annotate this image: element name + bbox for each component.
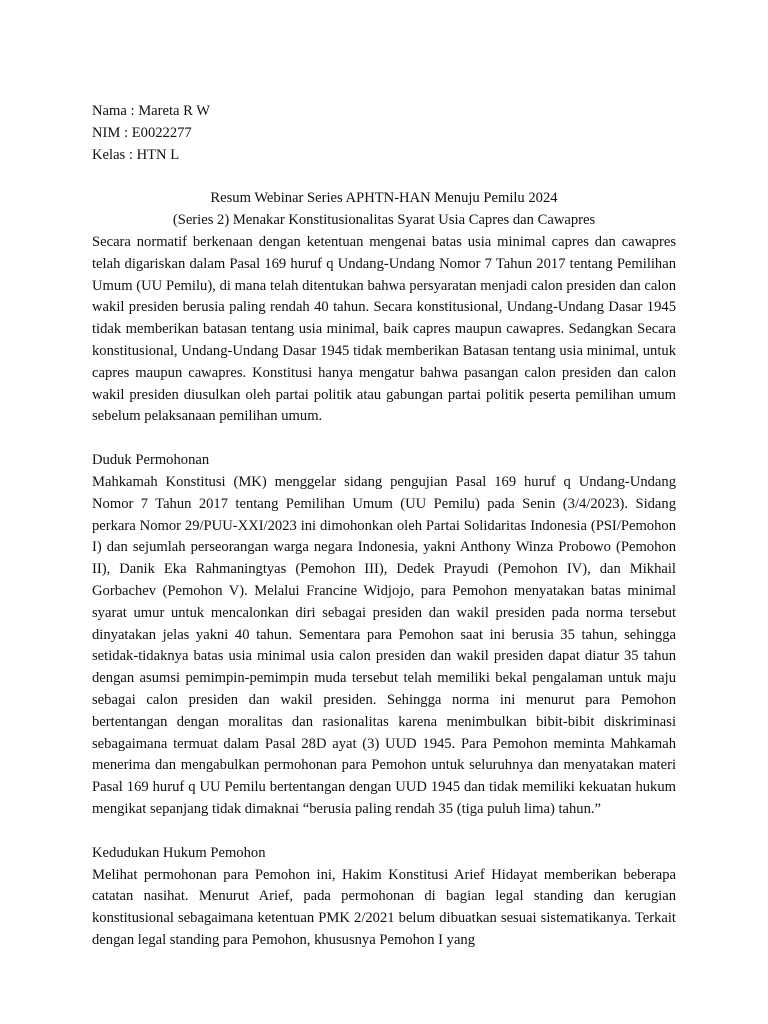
author-nim: NIM : E0022277 <box>92 124 192 141</box>
author-class: Kelas : HTN L <box>92 146 180 163</box>
author-info <box>92 101 676 166</box>
author-name: Nama : Mareta R W <box>92 103 211 119</box>
section-heading-duduk-permohonan: Duduk Permohonan <box>92 452 210 469</box>
section-body-duduk-permohonan: Mahkamah Konstitusi (MK) menggelar sidang pengujian Pasal 169 huruf q Undang-Undang Nomor 7 Tahun 2017 tentang Pemilihan Umum (UU Pemilu) pada Senin (3/4/2023). Sidang perkara Nomor 29/PUU-XXI/2023 ini dimohonkan oleh Partai Solidaritas Indonesia (PSI/Pemohon I) dan sejumlah perseorangan warga negara Indonesia, yakni Anthony Winza Probowo (Pemohon II), Danik Eka Rahmaningtyas (Pemohon III), Dedek Prayudi (Pemohon IV), dan Mikhail Gorbachev (Pemohon V). Melalui Francine Widjojo, para Pemohon menyatakan batas minimal syarat umur untuk mencalonkan diri sebagai presiden dan wakil presiden pada norma tersebut dinyatakan jelas yakni 40 tahun. Sementara para Pemohon saat ini berusia 35 tahun, sehingga setidak-tidaknya batas usia minimal usia calon presiden dan wakil presiden dapat diatur 35 tahun dengan asumsi pemimpin-pemimpin muda tersebut telah memiliki bekal pengalaman untuk maju sebagai calon presiden dan wakil presiden. Sehingga norma ini menurut para Pemohon bertentangan dengan moralitas dan rasionalitas karena menimbulkan bibit-bibit diskriminasi sebagaimana termuat dalam Pasal 28D ayat (3) UUD 1945. Para Pemohon meminta Mahkamah menerima dan mengabulkan permohonan para Pemohon untuk seluruhnya dan menyatakan materi Pasal 169 huruf q UU Pemilu bertentangan dengan UUD 1945 dan tidak memiliki kekuatan hukum mengikat sepanjang tidak dimaknai “berusia paling rendah 35 (tiga puluh lima) tahun.” <box>92 473 676 817</box>
section-body-kedudukan-hukum: Melihat permohonan para Pemohon ini, Hakim Konstitusi Arief Hidayat memberikan beberapa catatan nasihat. Menurut Arief, pada permohonan di bagian legal standing dan kerugian konstitusional sebagaimana ketentuan PMK 2/2021 belum dibuatkan sesuai sistematikanya. Terkait dengan legal standing para Pemohon, khususnya Pemohon I yang <box>92 866 676 948</box>
document-title <box>92 188 676 232</box>
title-line-2: (Series 2) Menakar Konstitusionalitas Syarat Usia Capres dan Cawapres <box>172 212 596 229</box>
title-line-1: Resum Webinar Series APHTN-HAN Menuju Pemilu 2024 <box>210 190 558 207</box>
intro-paragraph: Secara normatif berkenaan dengan ketentuan mengenai batas usia minimal capres dan cawapres telah digariskan dalam Pasal 169 huruf q Undang-Undang Nomor 7 Tahun 2017 tentang Pemilihan Umum (UU Pemilu), di mana telah ditentukan bahwa persyaratan menjadi calon presiden dan calon wakil presiden berusia paling rendah 40 tahun. Secara konstitusional, Undang-Undang Dasar 1945 tidak memberikan batasan tentang usia minimal, baik capres maupun cawapres. Sedangkan Secara konstitusional, Undang-Undang Dasar 1945 tidak memberikan Batasan tentang usia minimal, untuk capres maupun cawapres. Konstitusi hanya mengatur bahwa pasangan calon presiden dan calon wakil presiden diusulkan oleh partai politik atau gabungan partai politik peserta pemilihan umum sebelum pelaksanaan pemilihan umum. <box>92 233 676 425</box>
section-heading-kedudukan-hukum: Kedudukan Hukum Pemohon <box>92 844 266 861</box>
